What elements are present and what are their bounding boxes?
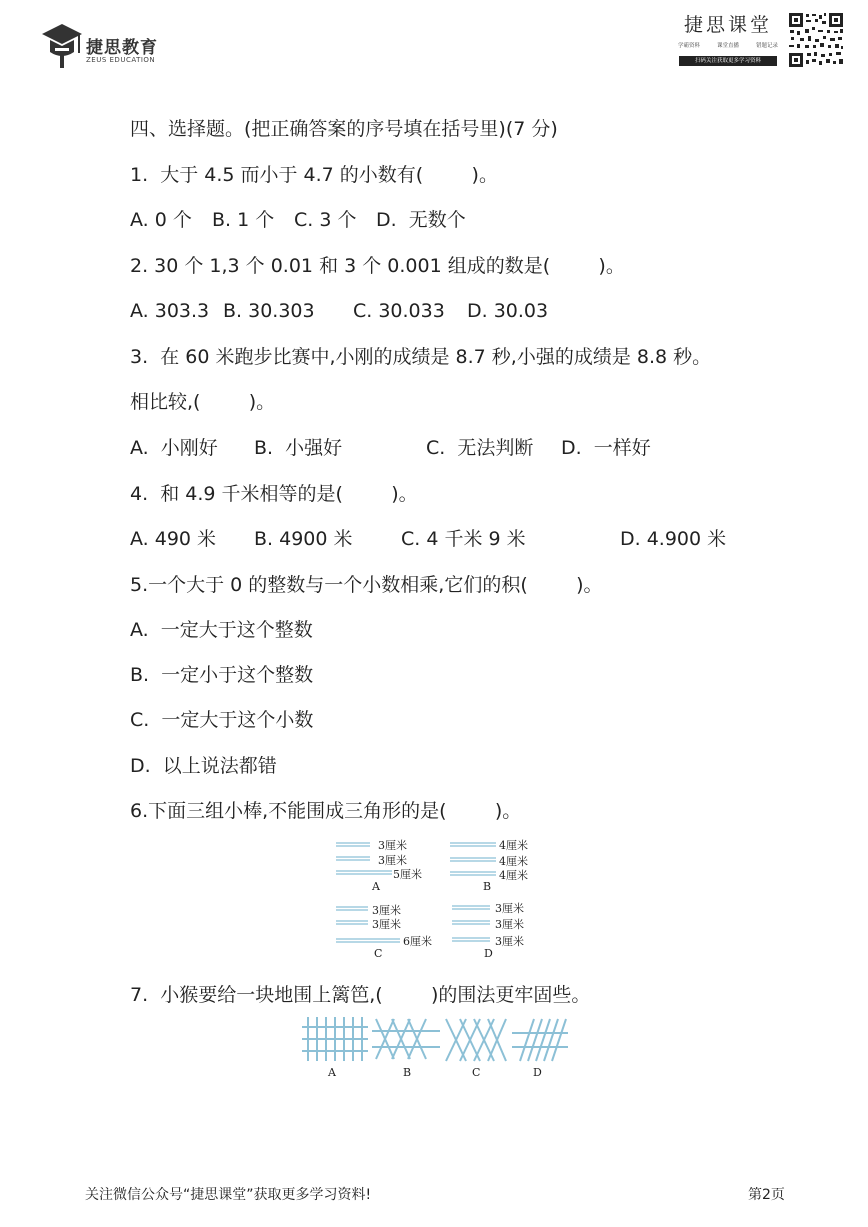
question-3-stem-line1: 3. 在 60 米跑步比赛中,小刚的成绩是 8.7 秒,小强的成绩是 8.8 秒。 <box>130 346 712 368</box>
section-title: 四、选择题。(把正确答案的序号填在括号里)(7 分) <box>130 118 558 140</box>
stick-label: 3厘米 <box>495 902 524 915</box>
q4-option-b: B. 4900 米 <box>254 528 353 550</box>
stick-label: 4厘米 <box>499 855 528 868</box>
q5-option-d: D. 以上说法都错 <box>130 755 277 777</box>
q2-option-d: D. 30.03 <box>467 300 549 322</box>
stick-label: 4厘米 <box>499 839 528 852</box>
fence-caption-c: C <box>472 1066 481 1079</box>
brand-tags <box>678 41 778 49</box>
stick-label: 5厘米 <box>393 868 422 881</box>
fence-c <box>446 1019 506 1061</box>
q3-option-d: D. 一样好 <box>561 437 651 459</box>
q3-option-c: C. 无法判断 <box>426 437 534 459</box>
stick-group-caption-b: B <box>483 880 492 893</box>
q5-option-c: C. 一定大于这个小数 <box>130 709 314 731</box>
question-4-stem: 4. 和 4.9 千米相等的是( )。 <box>130 483 418 505</box>
q1-option-d: D. 无数个 <box>376 209 466 231</box>
brand-block <box>676 10 780 70</box>
question-1-stem: 1. 大于 4.5 而小于 4.7 的小数有( )。 <box>130 164 498 186</box>
question-6-stem: 6.下面三组小棒,不能围成三角形的是( )。 <box>130 800 522 822</box>
question-5-stem: 5.一个大于 0 的整数与一个小数相乘,它们的积( )。 <box>130 574 603 596</box>
stick-group-caption-c: C <box>374 947 383 960</box>
fence-figure <box>300 1015 570 1065</box>
page-number: 第2页 <box>748 1187 785 1203</box>
q4-option-a: A. 490 米 <box>130 528 217 550</box>
stick-group-caption-a: A <box>372 880 380 893</box>
q2-option-a: A. 303.3 <box>130 300 210 322</box>
brand-bar: 扫码关注获取更多学习资料 <box>679 56 777 66</box>
logo <box>40 20 180 70</box>
stick-label: 6厘米 <box>403 935 432 948</box>
graduation-cap-icon <box>40 20 84 70</box>
q2-option-c: C. 30.033 <box>353 300 445 322</box>
brand-title: 捷思课堂 <box>683 14 772 36</box>
qr-code-icon <box>788 12 844 68</box>
question-7-stem: 7. 小猴要给一块地围上篱笆,( )的围法更牢固些。 <box>130 984 591 1006</box>
q1-option-c: C. 3 个 <box>294 209 357 231</box>
stick-label: 3厘米 <box>378 839 407 852</box>
q3-option-a: A. 小刚好 <box>130 437 218 459</box>
stick-label: 3厘米 <box>372 918 401 931</box>
logo-english-name: ZEUS EDUCATION <box>86 56 156 64</box>
footer-note: 关注微信公众号“捷思课堂”获取更多学习资料! <box>85 1187 372 1203</box>
q1-option-a: A. 0 个 <box>130 209 192 231</box>
stick-label: 3厘米 <box>495 918 524 931</box>
q2-option-b: B. 30.303 <box>223 300 315 322</box>
q1-option-b: B. 1 个 <box>212 209 275 231</box>
stick-label: 4厘米 <box>499 869 528 882</box>
stick-group-b <box>450 843 496 875</box>
fence-caption-a: A <box>328 1066 336 1079</box>
stick-label: 3厘米 <box>495 935 524 948</box>
fence-d <box>512 1019 568 1061</box>
q5-option-a: A. 一定大于这个整数 <box>130 619 313 641</box>
fence-caption-b: B <box>403 1066 412 1079</box>
question-3-stem-line2: 相比较,( )。 <box>130 391 276 413</box>
brand-tag: 课堂直播 <box>716 43 739 49</box>
stick-label: 3厘米 <box>378 854 407 867</box>
fence-caption-d: D <box>533 1066 542 1079</box>
brand-tag: 学霸资料 <box>678 43 701 49</box>
q5-option-b: B. 一定小于这个整数 <box>130 664 314 686</box>
fence-a <box>302 1017 368 1061</box>
brand-tag: 错题记录 <box>755 43 778 49</box>
logo-chinese-name: 捷思教育 <box>86 38 158 58</box>
fence-b <box>372 1019 440 1059</box>
stick-group-caption-d: D <box>484 947 493 960</box>
question-2-stem: 2. 30 个 1,3 个 0.01 和 3 个 0.001 组成的数是( )。 <box>130 255 625 277</box>
q4-option-d: D. 4.900 米 <box>620 528 727 550</box>
stick-label: 3厘米 <box>372 904 401 917</box>
stick-group-d <box>452 906 490 941</box>
q4-option-c: C. 4 千米 9 米 <box>401 528 526 550</box>
q3-option-b: B. 小强好 <box>254 437 343 459</box>
